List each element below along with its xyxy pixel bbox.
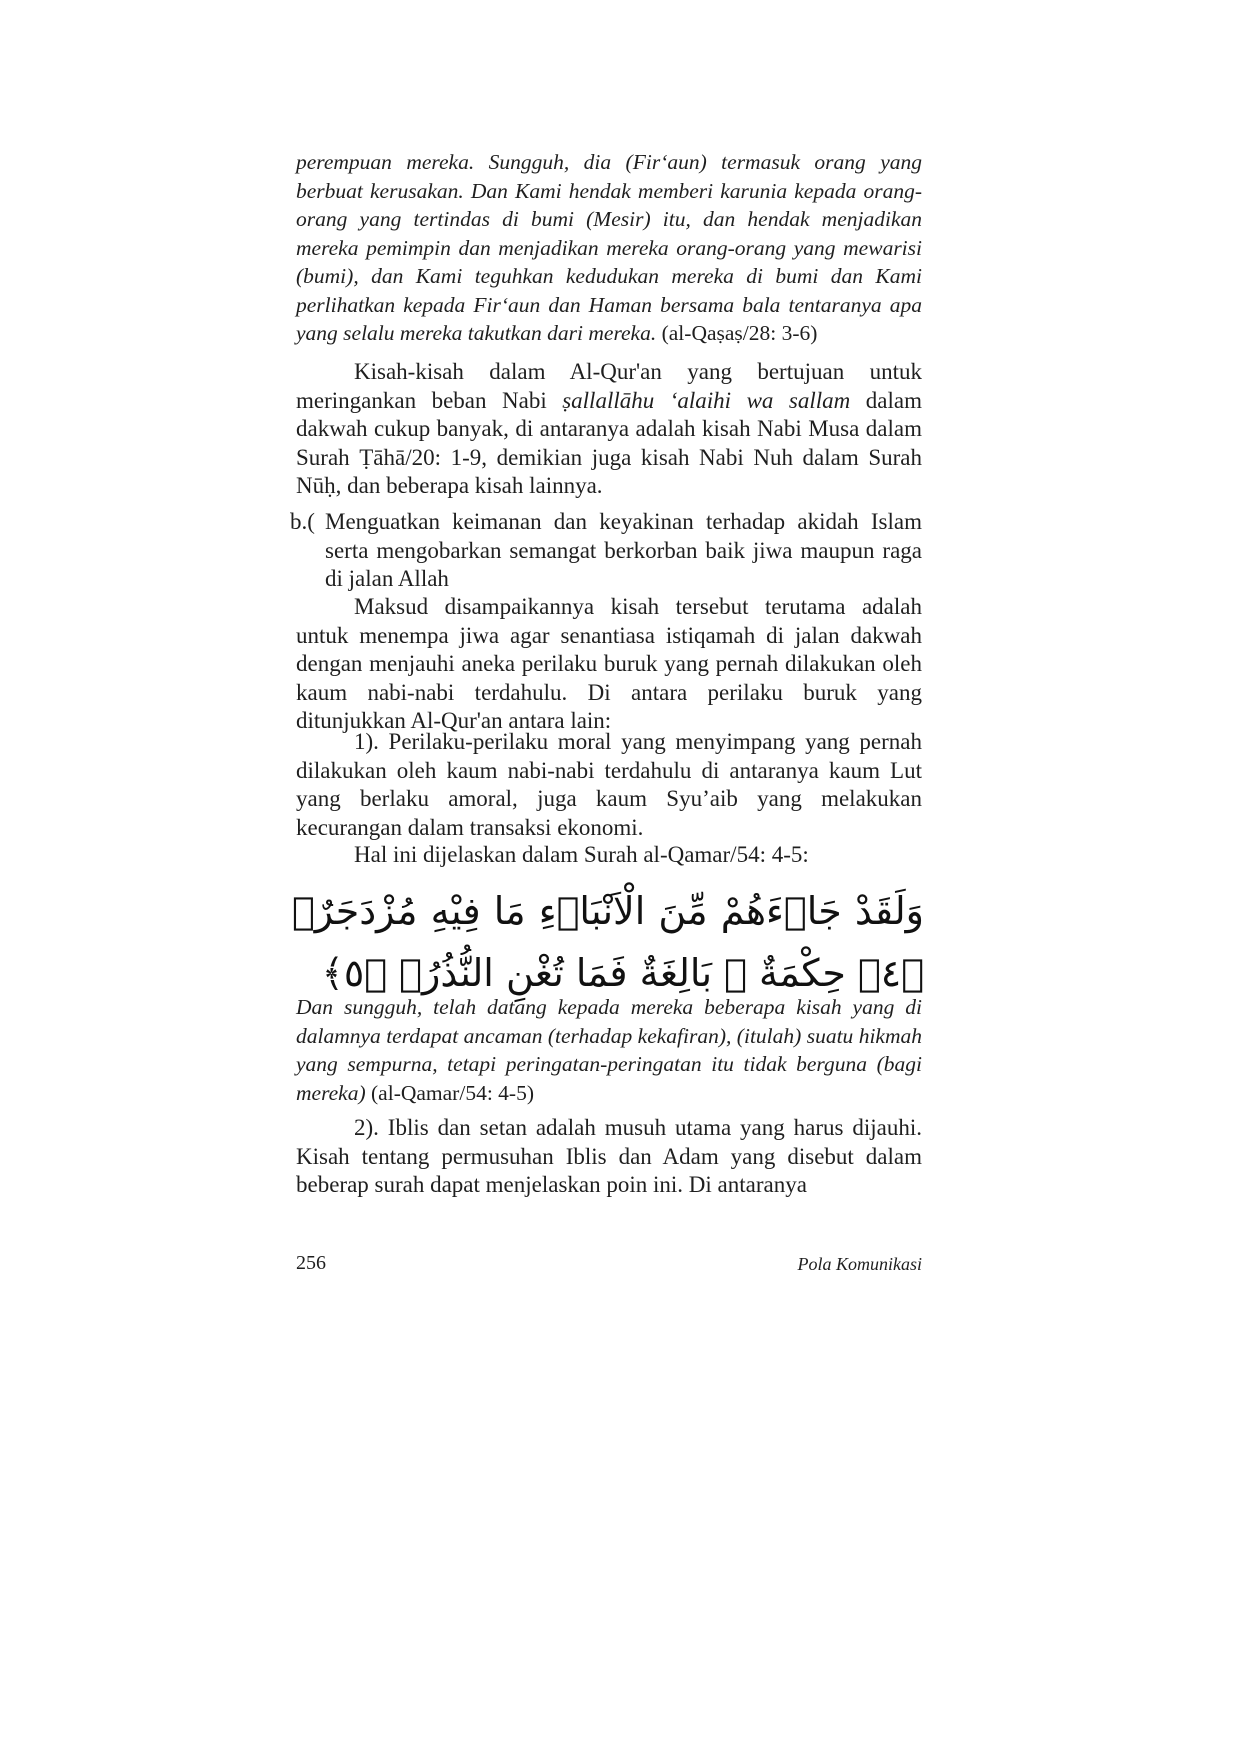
salawat-phrase: ṣallallāhu ‘alaihi wa sallam [562, 387, 851, 413]
paragraph-point-2: 2). Iblis dan setan adalah musuh utama yang harus dijauhi. Kisah tentang permusuhan Iblis dan Adam yang disebut dalam beberap surah dapat menjelaskan poin ini. Di antaranya [296, 1115, 922, 1197]
paragraph-hal-ini: Hal ini dijelaskan dalam Surah al-Qamar/54: 4-5: [354, 842, 809, 867]
running-title: Pola Komunikasi [797, 1254, 922, 1274]
quote-translation-qasas [296, 148, 922, 348]
list-item-text: Menguatkan keimanan dan keyakinan terhadap akidah Islam serta mengobarkan semangat berkorban baik jiwa maupun raga di jalan Allah [325, 509, 922, 591]
arabic-verse-qamar: وَلَقَدْ جَاۤءَهُمْ مِّنَ الْاَنْبَاۤءِ مَا فِيْهِ مُزْدَجَرٌۙ ﴿٤﴾ حِكْمَةٌ ۢ بَالِغَةٌ فَمَا تُغْنِ النُّذُرُۙ ﴿٥﴾ [292, 889, 924, 995]
quote-translation-qamar [296, 993, 922, 1107]
list-item-b [290, 508, 922, 594]
quote-text: perempuan mereka. Sungguh, dia (Fir‘aun) termasuk orang yang berbuat kerusakan. Dan Kami hendak memberi karunia kepada orang-orang yang tertindas di bumi (Mesir) itu, dan hendak menjadikan mereka pemimpin dan menjadikan mereka orang-orang yang mewarisi (bumi), dan Kami teguhkan kedudukan mereka di bumi dan Kami perlihatkan kepada Fir‘aun dan Haman bersama bala tentaranya apa yang selalu mereka takutkan dari mereka. [296, 150, 922, 345]
paragraph-point-1: 1). Perilaku-perilaku moral yang menyimpang yang pernah dilakukan oleh kaum nabi-nabi terdahulu di antaranya kaum Lut yang berlaku amoral, juga kaum Syu’aib yang melakukan kecurangan dalam transaksi ekonomi. [296, 729, 922, 840]
paragraph-text: dalam dakwah cukup banyak, di antaranya adalah kisah Nabi Musa dalam Surah Ṭāhā/20: 1-9, demikian juga kisah Nabi Nuh dalam Surah Nūḥ, dan beberapa kisah lainnya. [296, 387, 922, 498]
quote-reference: (al-Qamar/54: 4-5) [365, 1080, 534, 1105]
quote-reference: (al-Qaṣaṣ/28: 3-6) [656, 321, 818, 345]
paragraph-maksud: Maksud disampaikannya kisah tersebut terutama adalah untuk menempa jiwa agar senantiasa istiqamah di jalan dakwah dengan menjauhi aneka perilaku buruk yang pernah dilakukan oleh kaum nabi-nabi terdahulu. Di antara perilaku buruk yang ditunjukkan Al-Qur'an antara lain: [296, 594, 922, 733]
list-marker: b.( [290, 509, 315, 534]
paragraph-kisah-kisah [296, 358, 922, 501]
quote-text: Dan sungguh, telah datang kepada mereka beberapa kisah yang di dalamnya terdapat ancaman (terhadap kekafiran), (itulah) suatu hikmah yang sempurna, tetapi peringatan-peringatan itu tidak berguna (bagi mereka) [296, 995, 922, 1105]
paragraph-text: Kisah-kisah dalam Al-Qur'an yang bertujuan untuk meringankan beban Nabi [296, 359, 922, 413]
page-number: 256 [296, 1252, 326, 1274]
